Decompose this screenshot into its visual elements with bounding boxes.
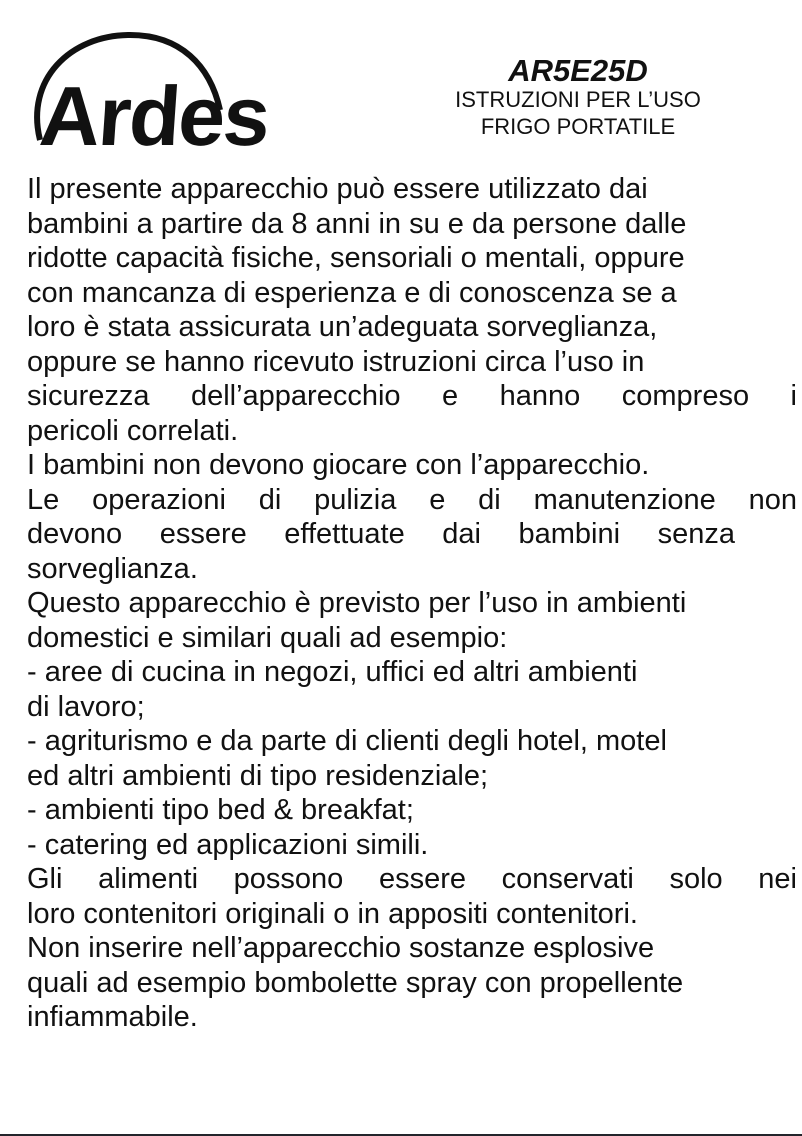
text-line: I bambini non devono giocare con l’apparecchio. xyxy=(27,449,650,481)
text-line: pericoli correlati. xyxy=(27,414,239,447)
text-line: Questo apparecchio è previsto per l’uso in ambienti xyxy=(27,587,687,619)
text-line: infiammabile. xyxy=(27,1001,198,1033)
safety-text xyxy=(27,172,802,1035)
text-line: Le operazioni di pulizia e di manutenzione non xyxy=(27,483,797,516)
text-line: di lavoro; xyxy=(27,690,145,723)
ardes-logo xyxy=(30,30,350,163)
text-line: sicurezza dell’apparecchio e hanno compreso i xyxy=(27,380,797,412)
text-line: ed altri ambienti di tipo residenziale; xyxy=(27,759,489,792)
product-type: FRIGO PORTATILE xyxy=(480,114,676,139)
text-line: - ambienti tipo bed & breakfat; xyxy=(27,794,414,826)
text-line: - agriturismo e da parte di clienti degli hotel, motel xyxy=(27,725,667,757)
document-type: ISTRUZIONI PER L’USO xyxy=(455,87,701,112)
text-line: sorveglianza. xyxy=(27,552,198,585)
text-line: - catering ed applicazioni simili. xyxy=(27,828,429,861)
text-line: domestici e similari quali ad esempio: xyxy=(27,621,508,654)
text-line: oppure se hanno ricevuto istruzioni circa l’uso in xyxy=(27,345,645,378)
text-line: bambini a partire da 8 anni in su e da persone dalle xyxy=(27,207,687,240)
text-line: ridotte capacità fisiche, sensoriali o mentali, oppure xyxy=(27,242,685,274)
text-line: quali ad esempio bombolette spray con propellente xyxy=(27,966,684,999)
text-line: Gli alimenti possono essere conservati solo nei xyxy=(27,863,797,895)
logo-wordmark: Ardes xyxy=(36,69,272,163)
text-line: Non inserire nell’apparecchio sostanze esplosive xyxy=(27,932,655,964)
text-line: loro contenitori originali o in appositi contenitori. xyxy=(27,897,638,930)
text-line: loro è stata assicurata un’adeguata sorveglianza, xyxy=(27,311,658,343)
text-line: Il presente apparecchio può essere utilizzato dai xyxy=(27,173,648,205)
text-line: con mancanza di esperienza e di conoscenza se a xyxy=(27,276,677,309)
text-line: - aree di cucina in negozi, uffici ed altri ambienti xyxy=(27,656,638,688)
model-number: AR5E25D xyxy=(508,53,648,88)
text-line: devono essere effettuate dai bambini senza xyxy=(27,518,735,550)
